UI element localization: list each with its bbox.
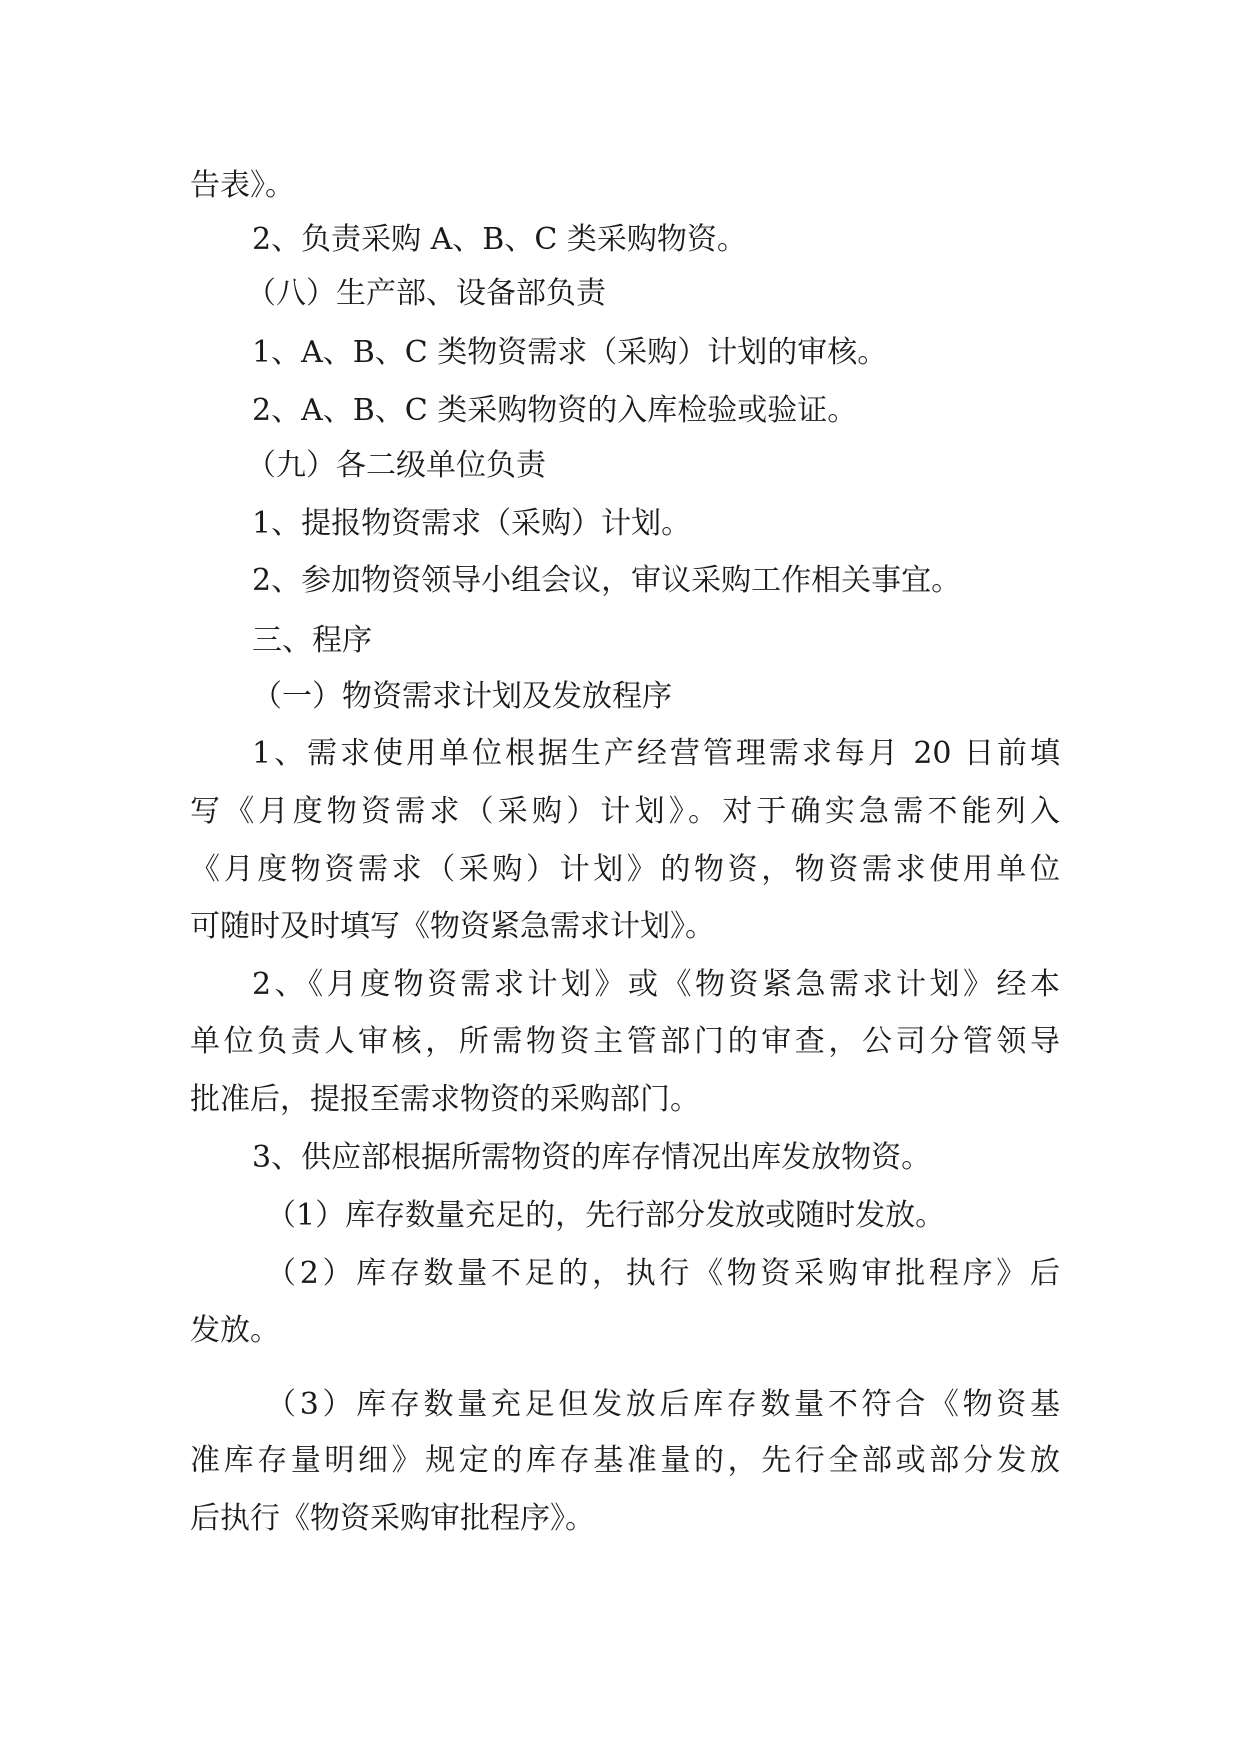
text-line: 可随时及时填写《物资紧急需求计划》。 — [190, 909, 715, 944]
section-heading: （一）物资需求计划及发放程序 — [252, 679, 672, 714]
text-line: 单位负责人审核，所需物资主管部门的审查，公司分管领导 — [190, 1024, 1060, 1059]
text-line: 2、《月度物资需求计划》或《物资紧急需求计划》经本 — [252, 967, 1060, 1002]
text-line: 1、需求使用单位根据生产经营管理需求每月 20 日前填 — [252, 736, 1060, 771]
text-line: 3、供应部根据所需物资的库存情况出库发放物资。 — [252, 1140, 932, 1175]
text-line: 1、A、B、C 类物资需求（采购）计划的审核。 — [252, 335, 888, 370]
text-line: 2、参加物资领导小组会议，审议采购工作相关事宜。 — [252, 563, 962, 598]
text-line: 准库存量明细》规定的库存基准量的，先行全部或部分发放 — [190, 1443, 1060, 1478]
text-line: 写《月度物资需求（采购）计划》。对于确实急需不能列入 — [190, 794, 1060, 829]
text-line: 《月度物资需求（采购）计划》的物资，物资需求使用单位 — [190, 852, 1060, 887]
text-line: 1、提报物资需求（采购）计划。 — [252, 506, 692, 541]
text-line: 后执行《物资采购审批程序》。 — [190, 1501, 595, 1536]
section-heading: （九）各二级单位负责 — [246, 448, 546, 483]
text-line: 告表》。 — [190, 168, 295, 203]
text-line: （2）库存数量不足的，执行《物资采购审批程序》后 — [266, 1256, 1060, 1291]
text-line: 2、A、B、C 类采购物资的入库检验或验证。 — [252, 393, 858, 428]
text-line: 2、负责采购 A、B、C 类采购物资。 — [252, 222, 747, 257]
section-heading: （八）生产部、设备部负责 — [246, 276, 606, 311]
text-line: （1）库存数量充足的，先行部分发放或随时发放。 — [266, 1198, 946, 1233]
text-line: 发放。 — [190, 1313, 280, 1348]
text-line: （3）库存数量充足但发放后库存数量不符合《物资基 — [266, 1387, 1060, 1422]
chapter-heading: 三、程序 — [252, 623, 372, 658]
text-line: 批准后，提报至需求物资的采购部门。 — [190, 1082, 700, 1117]
